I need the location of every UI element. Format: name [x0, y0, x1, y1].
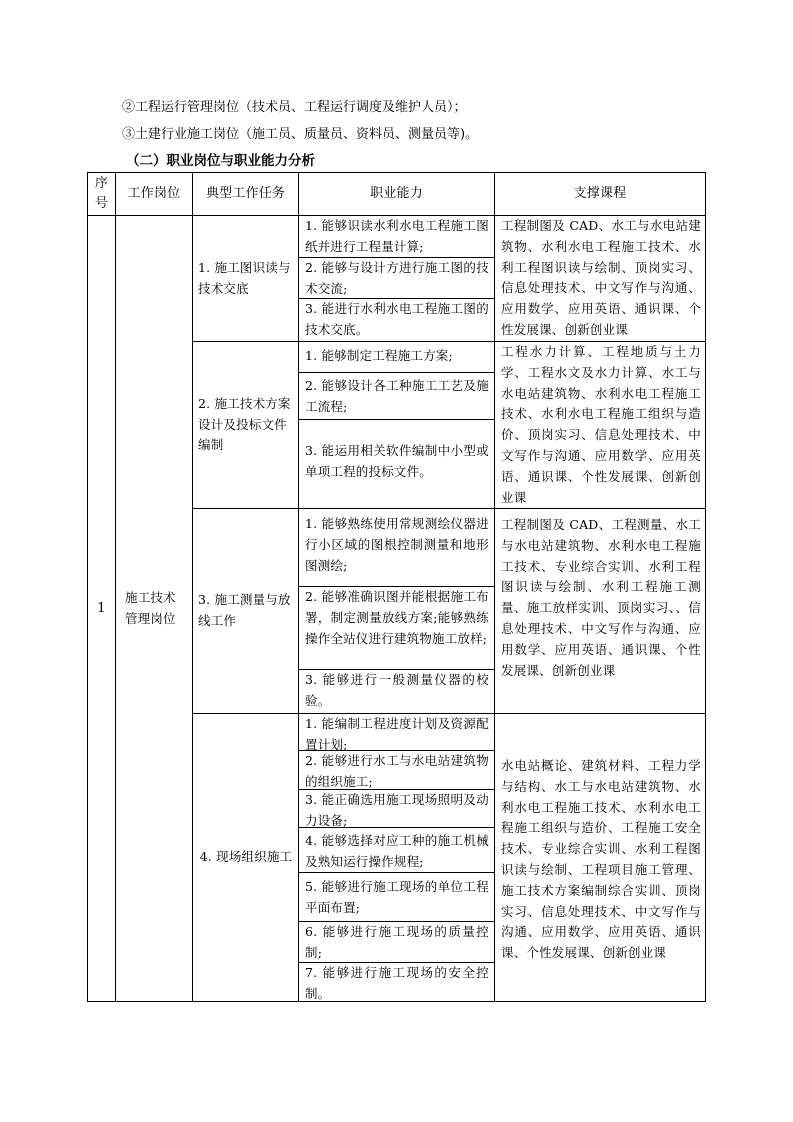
- task-1: 1. 施工图识读与技术交底: [192, 215, 299, 342]
- section-title: （二）职业岗位与职业能力分析: [126, 153, 315, 169]
- courses-2: 工程水力计算、工程地质与土力学、工程水文及水力计算、水工与水电站建筑物、水利水电工程施工技术、水利水电工程施工组织与造价、顶岗实习、信息处理技术、中文写作与沟通、应用数学、应用英语、通识课、个性发展课、创新创业课: [494, 341, 706, 509]
- task-3: 3. 施工测量与放线工作: [192, 508, 299, 714]
- courses-1: 工程制图及 CAD、水工与水电站建筑物、水利水电工程施工技术、水利工程图识读与绘制、顶岗实习、信息处理技术、中文写作与沟通、应用数学、应用英语、通识课、个性发展课、创新创业课: [494, 215, 706, 342]
- ability-4-6: 6. 能够进行施工现场的质量控制;: [298, 921, 495, 963]
- header-seq: 序号: [87, 172, 116, 216]
- courses-3: 工程制图及 CAD、工程测量、水工与水电站建筑物、水利水电工程施工技术、专业综合实训、水利工程图识读与绘制、水利工程施工测量、施工放样实训、顶岗实习、、信息处理技术、中文写作与沟通、应用数学、应用英语、通识课、个性发展课、创新创业课: [494, 508, 706, 714]
- intro-line-2: ③土建行业施工岗位（施工员、质量员、资料员、测量员等)。: [122, 127, 479, 142]
- ability-4-5: 5. 能够进行施工现场的单位工程平面布置;: [298, 872, 495, 922]
- ability-3-3: 3. 能够进行一般测量仪器的校验。: [298, 669, 495, 714]
- ability-2-3: 3. 能运用相关软件编制中小型或单项工程的投标文件。: [298, 419, 495, 509]
- row-seq: 1: [87, 215, 116, 1002]
- ability-1-3: 3. 能进行水利水电工程施工图的技术交底。: [298, 298, 495, 342]
- ability-2-1: 1. 能够制定工程施工方案;: [298, 341, 495, 373]
- ability-3-2: 2. 能够准确识图并能根据施工布署，制定测量放线方案;能够熟练操作全站仪进行建筑物施工放样;: [298, 586, 495, 670]
- task-2: 2. 施工技术方案设计及投标文件编制: [192, 341, 299, 509]
- header-course: 支撑课程: [494, 172, 706, 216]
- header-task: 典型工作任务: [192, 172, 299, 216]
- header-ability: 职业能力: [298, 172, 495, 216]
- ability-2-2: 2. 能够设计各工种施工工艺及施工流程;: [298, 372, 495, 420]
- ability-4-3: 3. 能正确选用施工现场照明及动力设备;: [298, 789, 495, 828]
- ability-4-1: 1. 能编制工程进度计划及资源配置计划;: [298, 713, 495, 751]
- ability-4-4: 4. 能够选择对应工种的施工机械及熟知运行操作规程;: [298, 827, 495, 873]
- ability-1-1: 1. 能够识读水利水电工程施工图纸并进行工程量计算;: [298, 215, 495, 258]
- ability-3-1: 1. 能够熟练使用常规测绘仪器进行小区域的图根控制测量和地形图测绘;: [298, 508, 495, 587]
- courses-4: 水电站概论、建筑材料、工程力学与结构、水工与水电站建筑物、水利水电工程施工技术、水利水电工程施工组织与造价、工程施工安全技术、专业综合实训、水利工程图识读与绘制、工程项目施工管理、施工技术方案编制综合实训、顶岗实习、信息处理技术、中文写作与沟通、应用数学、应用英语、通识课、个性发展课、创新创业课: [494, 713, 706, 1002]
- ability-4-7: 7. 能够进行施工现场的安全控制。: [298, 962, 495, 1002]
- task-4: 4. 现场组织施工: [192, 713, 299, 1002]
- header-post: 工作岗位: [115, 172, 193, 216]
- ability-4-2: 2. 能够进行水工与水电站建筑物的组织施工;: [298, 750, 495, 790]
- post-name: 施工技术管理岗位: [115, 215, 193, 1002]
- intro-line-1: ②工程运行管理岗位（技术员、工程运行调度及维护人员）；: [122, 100, 467, 115]
- ability-1-2: 2. 能够与设计方进行施工图的技术交流;: [298, 257, 495, 299]
